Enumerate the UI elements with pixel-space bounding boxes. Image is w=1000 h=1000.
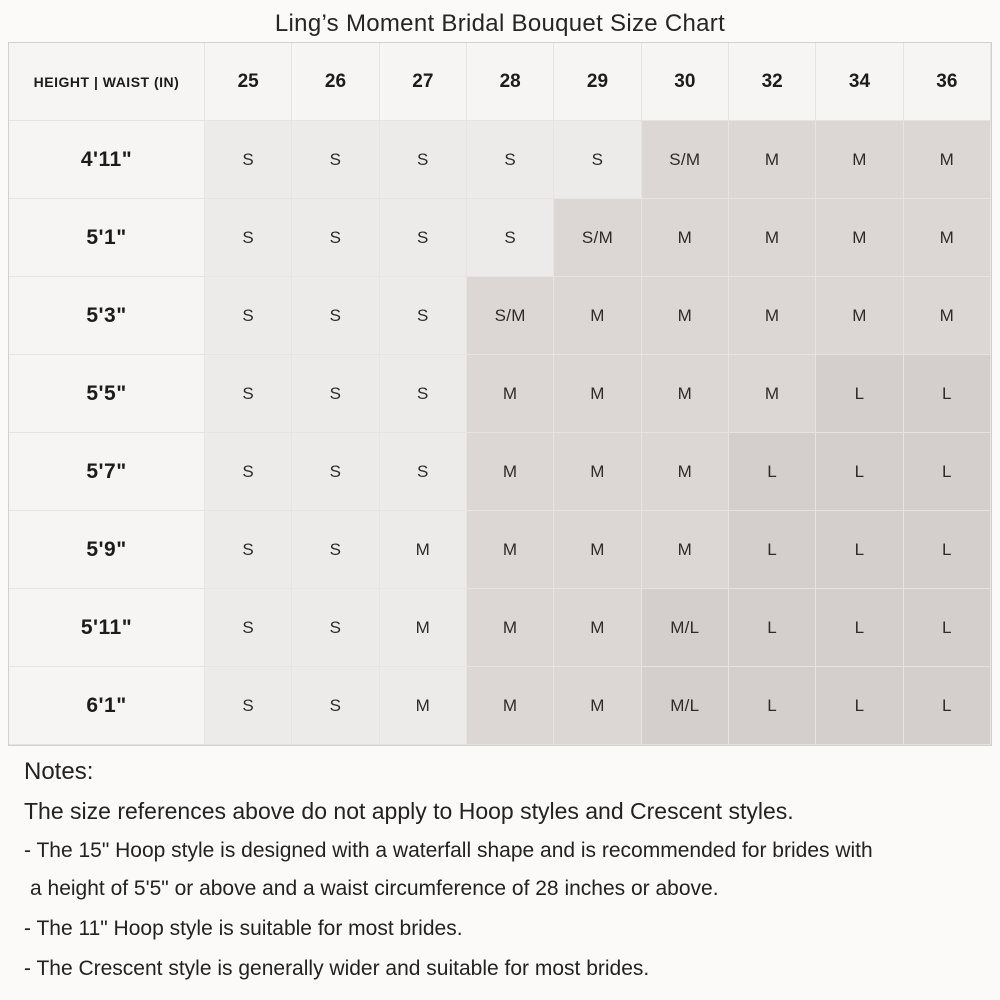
row-header: 5'11" [9,589,205,667]
size-cell: M [904,121,991,199]
size-cell: L [904,589,991,667]
size-cell: M [642,511,729,589]
size-cell: M [554,277,641,355]
size-cell: S [205,199,292,277]
size-cell: S [554,121,641,199]
size-cell: S [292,277,379,355]
size-cell: L [904,355,991,433]
size-cell: S [380,355,467,433]
size-cell: M [816,277,903,355]
size-cell: L [816,589,903,667]
size-cell: M [554,589,641,667]
notes-lines [24,798,980,981]
size-cell: M [554,667,641,745]
note-line: - The 11" Hoop style is suitable for most brides. [24,917,463,940]
size-cell: L [729,511,816,589]
size-cell: L [904,433,991,511]
size-cell: M [904,199,991,277]
size-cell: M [467,433,554,511]
size-cell: M [467,511,554,589]
size-cell: S [292,121,379,199]
size-cell: S [205,511,292,589]
column-header: 34 [816,43,903,121]
size-cell: M [816,121,903,199]
note-line: a height of 5'5" or above and a waist circumference of 28 inches or above. [30,877,719,900]
size-cell: M [467,667,554,745]
corner-header: HEIGHT | WAIST (IN) [9,43,205,121]
size-cell: S/M [554,199,641,277]
column-header: 27 [380,43,467,121]
column-header: 32 [729,43,816,121]
size-cell: M [380,589,467,667]
page-title: Ling’s Moment Bridal Bouquet Size Chart [274,10,726,37]
size-cell: S [292,589,379,667]
column-header: 28 [467,43,554,121]
row-header: 5'7" [9,433,205,511]
size-cell: M [380,511,467,589]
size-cell: S [292,667,379,745]
size-cell: M [729,277,816,355]
row-header: 5'1" [9,199,205,277]
size-cell: S [205,667,292,745]
size-cell: L [729,433,816,511]
column-header: 26 [292,43,379,121]
size-cell: M/L [642,667,729,745]
notes-section [0,746,1000,981]
size-cell: S [292,199,379,277]
size-cell: M [467,355,554,433]
size-cell: S [467,121,554,199]
size-cell: M [729,199,816,277]
size-cell: M [642,199,729,277]
size-cell: M [729,121,816,199]
size-cell: S [467,199,554,277]
size-cell: S [292,355,379,433]
size-cell: M [642,277,729,355]
size-cell: M [642,355,729,433]
note-line: The size references above do not apply to Hoop styles and Crescent styles. [24,798,794,824]
notes-heading: Notes: [24,758,94,785]
size-cell: M [380,667,467,745]
size-cell: S [205,433,292,511]
size-cell: S/M [642,121,729,199]
size-cell: S/M [467,277,554,355]
row-header: 4'11" [9,121,205,199]
size-cell: S [205,121,292,199]
size-cell: L [729,667,816,745]
row-header: 5'3" [9,277,205,355]
row-header: 5'9" [9,511,205,589]
size-cell: S [205,589,292,667]
note-line: - The Crescent style is generally wider and suitable for most brides. [24,957,650,980]
size-cell: S [380,277,467,355]
size-cell: M [554,511,641,589]
column-header: 25 [205,43,292,121]
size-cell: M [554,355,641,433]
size-cell: M [642,433,729,511]
size-cell: S [292,433,379,511]
size-cell: L [904,511,991,589]
size-cell: L [729,589,816,667]
size-cell: S [205,355,292,433]
size-cell: L [904,667,991,745]
size-cell: M/L [642,589,729,667]
size-cell: S [380,433,467,511]
size-cell: S [380,121,467,199]
note-line: - The 15" Hoop style is designed with a waterfall shape and is recommended for brides with [24,839,873,862]
size-cell: M [816,199,903,277]
size-cell: S [205,277,292,355]
column-header: 29 [554,43,641,121]
size-cell: M [904,277,991,355]
row-header: 6'1" [9,667,205,745]
size-cell: M [729,355,816,433]
size-cell: S [380,199,467,277]
row-header: 5'5" [9,355,205,433]
column-header: 30 [642,43,729,121]
size-cell: L [816,355,903,433]
size-cell: M [554,433,641,511]
size-cell: L [816,433,903,511]
size-cell: L [816,511,903,589]
size-cell: L [816,667,903,745]
size-chart-table [8,42,992,746]
size-cell: S [292,511,379,589]
column-header: 36 [904,43,991,121]
size-cell: M [467,589,554,667]
